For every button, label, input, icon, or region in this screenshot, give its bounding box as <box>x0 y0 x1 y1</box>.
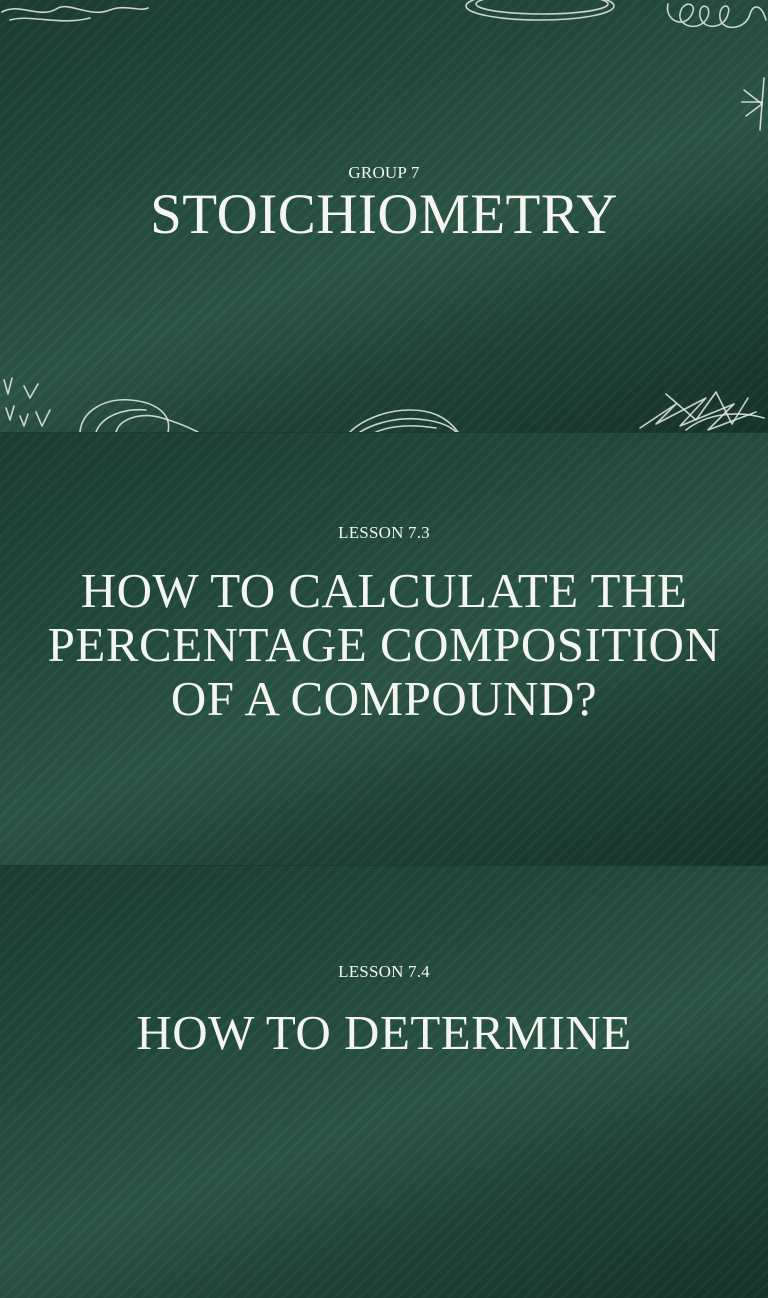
chalk-scribble-icon <box>346 402 462 432</box>
chalk-scribble-icon <box>460 0 620 24</box>
chalk-scribble-icon <box>636 384 768 432</box>
slide-subtitle: GROUP 7 <box>348 163 420 182</box>
chalk-checkmarks-icon <box>0 372 60 432</box>
slide-group-7[interactable] <box>0 0 768 432</box>
slide-subtitle: LESSON 7.4 <box>338 962 430 981</box>
slide-title: HOW TO CALCULATE THE PERCENTAGE COMPOSITION OF A COMPOUND? <box>47 563 721 726</box>
chalk-scribble-icon <box>662 0 768 36</box>
slide-subtitle: LESSON 7.3 <box>338 523 430 542</box>
chalk-scribble-icon <box>76 394 202 432</box>
chalk-arrow-icon <box>738 76 768 132</box>
chalk-scribble-icon <box>0 0 150 30</box>
slide-title: STOICHIOMETRY <box>150 183 618 246</box>
slide-lesson-7-4[interactable] <box>0 866 768 1298</box>
slide-lesson-7-3[interactable] <box>0 433 768 865</box>
slide-title: HOW TO DETERMINE <box>136 1005 632 1060</box>
